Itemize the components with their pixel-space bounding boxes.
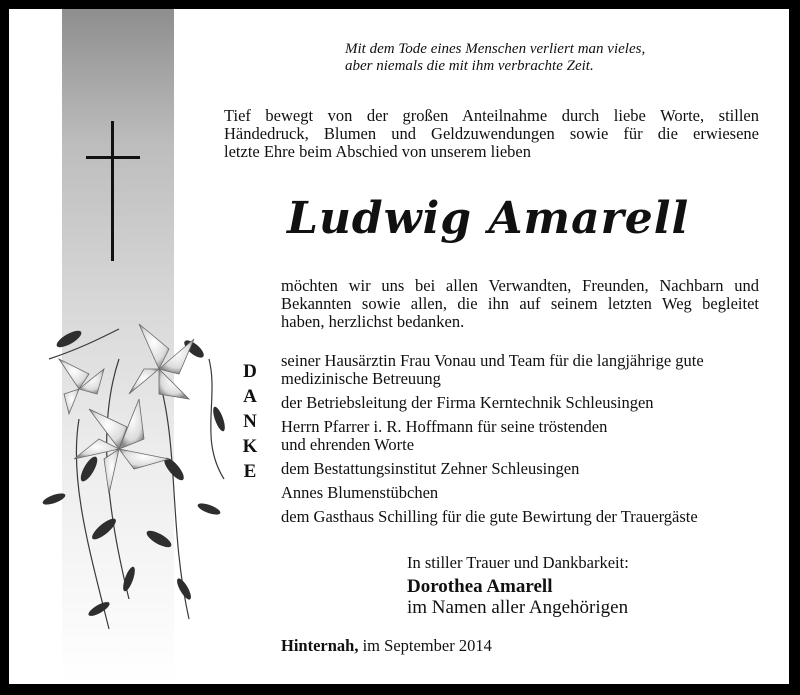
danke-letter: K bbox=[242, 436, 258, 457]
cross-icon bbox=[111, 121, 114, 261]
list-item-line: und ehrenden Worte bbox=[281, 435, 415, 454]
thanks-line: haben, herzlichst bedanken. bbox=[281, 312, 465, 331]
place-date-text: im September 2014 bbox=[362, 636, 492, 655]
list-item-line: der Betriebsleitung der Firma Kerntechnik Schleusingen bbox=[281, 393, 654, 412]
signature-sub: im Namen aller Angehörigen bbox=[407, 597, 629, 618]
list-item bbox=[281, 484, 761, 502]
place-town: Hinternah, bbox=[281, 636, 359, 655]
list-item-line: dem Gasthaus Schilling für die gute Bewirtung der Trauergäste bbox=[281, 507, 698, 526]
danke-letter: D bbox=[243, 361, 257, 382]
cross-icon-bar bbox=[86, 156, 140, 159]
list-item bbox=[281, 508, 761, 526]
list-item-line: seiner Hausärztin Frau Vonau und Team für die langjährige gute bbox=[281, 351, 704, 370]
list-item-line: dem Bestattungsinstitut Zehner Schleusingen bbox=[281, 459, 580, 478]
thanks-line: Bekannten sowie allen, die ihn auf seinem letzten Weg begleitet bbox=[281, 294, 759, 313]
signature-name: Dorothea Amarell bbox=[407, 576, 553, 597]
thanks-line: möchten wir uns bei allen Verwandten, Freunden, Nachbarn und bbox=[281, 276, 759, 295]
list-item bbox=[281, 394, 761, 412]
intro-line: letzte Ehre beim Abschied von unserem lieben bbox=[224, 142, 531, 161]
quote bbox=[345, 41, 745, 75]
danke-letter: E bbox=[243, 461, 257, 482]
danke-letter: A bbox=[243, 386, 257, 407]
quote-line: aber niemals die mit ihm verbrachte Zeit. bbox=[345, 58, 594, 74]
list-item-line: Herrn Pfarrer i. R. Hoffmann für seine tröstenden bbox=[281, 417, 608, 436]
list-item-line: Annes Blumenstübchen bbox=[281, 483, 439, 502]
deceased-name: Ludwig Amarell bbox=[287, 193, 690, 244]
intro-paragraph bbox=[224, 107, 759, 161]
quote-line: Mit dem Tode eines Menschen verliert man vieles, bbox=[345, 41, 646, 57]
thanks-list bbox=[281, 352, 761, 532]
signature-intro: In stiller Trauer und Dankbarkeit: bbox=[407, 553, 629, 572]
list-item bbox=[281, 460, 761, 478]
obituary-card bbox=[6, 6, 792, 687]
thanks-paragraph bbox=[281, 277, 759, 331]
list-item bbox=[281, 418, 761, 454]
list-item-line: medizinische Betreuung bbox=[281, 369, 441, 388]
danke-vertical bbox=[235, 359, 265, 484]
intro-line: Händedruck, Blumen und Geldzuwendungen sowie für die erwiesene bbox=[224, 124, 759, 143]
lily-flowers-icon bbox=[9, 299, 249, 639]
intro-line: Tief bewegt von der großen Anteilnahme durch liebe Worte, stillen bbox=[224, 106, 759, 125]
danke-letter: N bbox=[243, 411, 257, 432]
list-item bbox=[281, 352, 761, 388]
place-date bbox=[281, 637, 492, 655]
